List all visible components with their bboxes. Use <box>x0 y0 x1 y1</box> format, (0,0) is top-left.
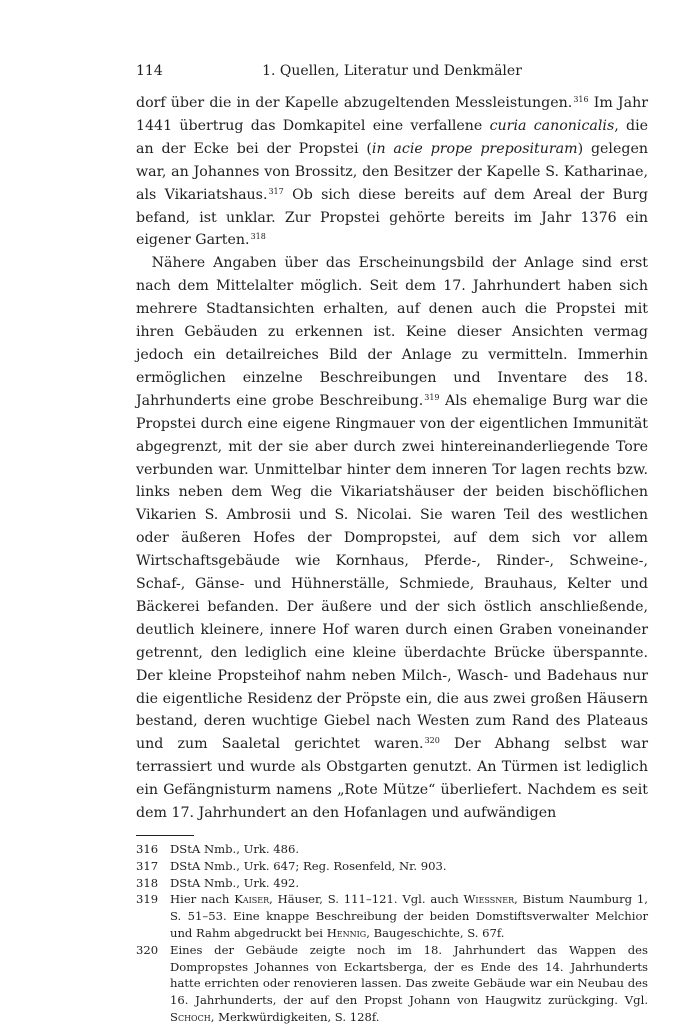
text-run: , Merkwürdigkeiten, S. 128f. <box>210 1009 380 1024</box>
text-run: Ob sich diese bereits auf dem Areal der Burg befand, ist unklar. Zur Propstei gehörte bereits im Jahr 1376 ein eigener Garten. <box>136 186 648 249</box>
book-page <box>136 60 648 1026</box>
footnote-number: 319 <box>136 892 159 907</box>
text-run: Nähere Angaben über das Erscheinungsbild der Anlage sind erst nach dem Mittelalter möglich. Seit dem 17. Jahrhundert haben sich mehrere Stadtansichten erhalten, auf denen auch die Propstei mit ihren Gebäuden zu erkennen ist. Keine dieser Ansichten vermag jedoch ein detailreiches Bild der Anlage zu vermitteln. Immerhin ermöglichen einzelne Beschreibungen und Inventare des 18. Jahrhunderts eine grobe Beschreibung. <box>136 255 648 409</box>
author-name: Kaiser <box>234 892 270 907</box>
footnote <box>136 891 648 941</box>
footnote-text <box>170 858 648 875</box>
paragraph <box>136 92 648 252</box>
footnote-number: 317 <box>136 858 159 873</box>
author-name: Hennig <box>326 925 367 940</box>
text-run: , die an der Ecke bei der Propstei ( <box>136 117 649 157</box>
footnote-divider <box>136 835 194 836</box>
text-run: Der Abhang selbst war terrassiert und wurde als Obstgarten genutzt. An Türmen ist lediglich ein Gefängnisturm namens „Rote Mütze“ überliefert. Nachdem es seit dem 17. Jahrhundert an den Hofanlagen und aufwändigen <box>136 736 648 822</box>
latin-phrase: in acie prope preposituram <box>371 140 578 157</box>
footnote-text <box>170 841 648 858</box>
latin-phrase: curia canonicalis <box>489 117 615 134</box>
paragraph <box>136 252 648 825</box>
body-text <box>136 92 648 825</box>
footnote-text <box>170 875 648 892</box>
chapter-title: 1. Quellen, Literatur und Denkmäler <box>262 63 522 79</box>
text-run: Im Jahr 1441 übertrug das Domkapitel eine verfallene <box>136 95 648 134</box>
text-run: dorf über die in der Kapelle abzugeltenden Messleistungen. <box>136 95 573 111</box>
running-head <box>136 60 648 82</box>
footnote <box>136 858 648 875</box>
footnote-text <box>170 942 648 1026</box>
author-name: Schoch <box>170 1009 211 1024</box>
text-run: Eines der Gebäude zeigte noch im 18. Jahrhundert das Wappen des Dompropstes Johannes von Eckartsberga, der es Ende des 14. Jahrhunderts hatte errichten oder renovieren lassen. Das zweite Gebäude war ein Neubau des 16. Jahrhunderts, der auf den Propst Johann von Haugwitz zurückging. Vgl. <box>170 942 648 1008</box>
footnotes <box>136 841 648 1026</box>
footnote-reference: 317 <box>268 186 284 196</box>
text-run: DStA Nmb., Urk. 486. <box>170 842 300 856</box>
text-run: , Bistum Naumburg 1, S. 51–53. Eine knappe Beschreibung der beiden Domstiftsverwalter Melchior und Rahm abgedruckt bei <box>170 892 648 940</box>
text-run: ) gelegen war, an Johannes von Brossitz, den Besitzer der Kapelle S. Katharinae, als Vikariatshaus. <box>136 140 648 203</box>
footnote-number: 318 <box>136 875 159 890</box>
footnote <box>136 875 648 892</box>
footnote-reference: 316 <box>573 95 589 104</box>
footnote-text <box>170 891 648 941</box>
footnote <box>136 942 648 1026</box>
footnote-reference: 319 <box>424 392 440 402</box>
text-run: , Häuser, S. 111–121. Vgl. auch <box>269 892 464 907</box>
footnote-number: 316 <box>136 842 159 856</box>
footnote-reference: 320 <box>424 736 440 746</box>
footnote <box>136 841 648 858</box>
text-run: DStA Nmb., Urk. 647; Reg. Rosenfeld, Nr. 903. <box>170 858 447 873</box>
footnote-reference: 318 <box>250 232 266 242</box>
text-run: Hier nach <box>170 892 235 907</box>
footnote-number: 320 <box>136 942 159 957</box>
text-run: , Baugeschichte, S. 67f. <box>366 925 505 940</box>
text-run: Als ehemalige Burg war die Propstei durch eine eigene Ringmauer von der eigentlichen Immunität abgegrenzt, mit der sie aber durch zwei hintereinanderliegende Tore verbunden war. Unmittelbar hinter dem inneren Tor lagen rechts bzw. links neben dem Weg die Vikariatshäuser der beiden bischöflichen Vikarien S. Ambrosii und S. Nicolai. Sie waren Teil des westlichen oder äußeren Hofes der Dompropstei, auf dem sich vor allem Wirtschaftsgebäude wie Kornhaus, Pferde-, Rinder-, Schweine-, Schaf-, Gänse- und Hühnerställe, Schmiede, Brauhaus, Kelter und Bäckerei befanden. Der äußere und der sich östlich anschließende, deutlich kleinere, innere Hof waren durch einen Graben voneinander getrennt, den lediglich eine kleine überdachte Brücke überspannte. Der kleine Propsteihof nahm neben Milch-, Wasch- und Badehaus nur die eigentliche Residenz der Pröpste ein, die aus zwei großen Häusern bestand, deren wuchtige Giebel nach Westen zum Rand des Plateaus und zum Saaletal gerichtet waren. <box>136 392 648 753</box>
page-number: 114 <box>136 63 163 79</box>
author-name: Wiessner <box>463 892 515 907</box>
text-run: DStA Nmb., Urk. 492. <box>170 875 300 890</box>
